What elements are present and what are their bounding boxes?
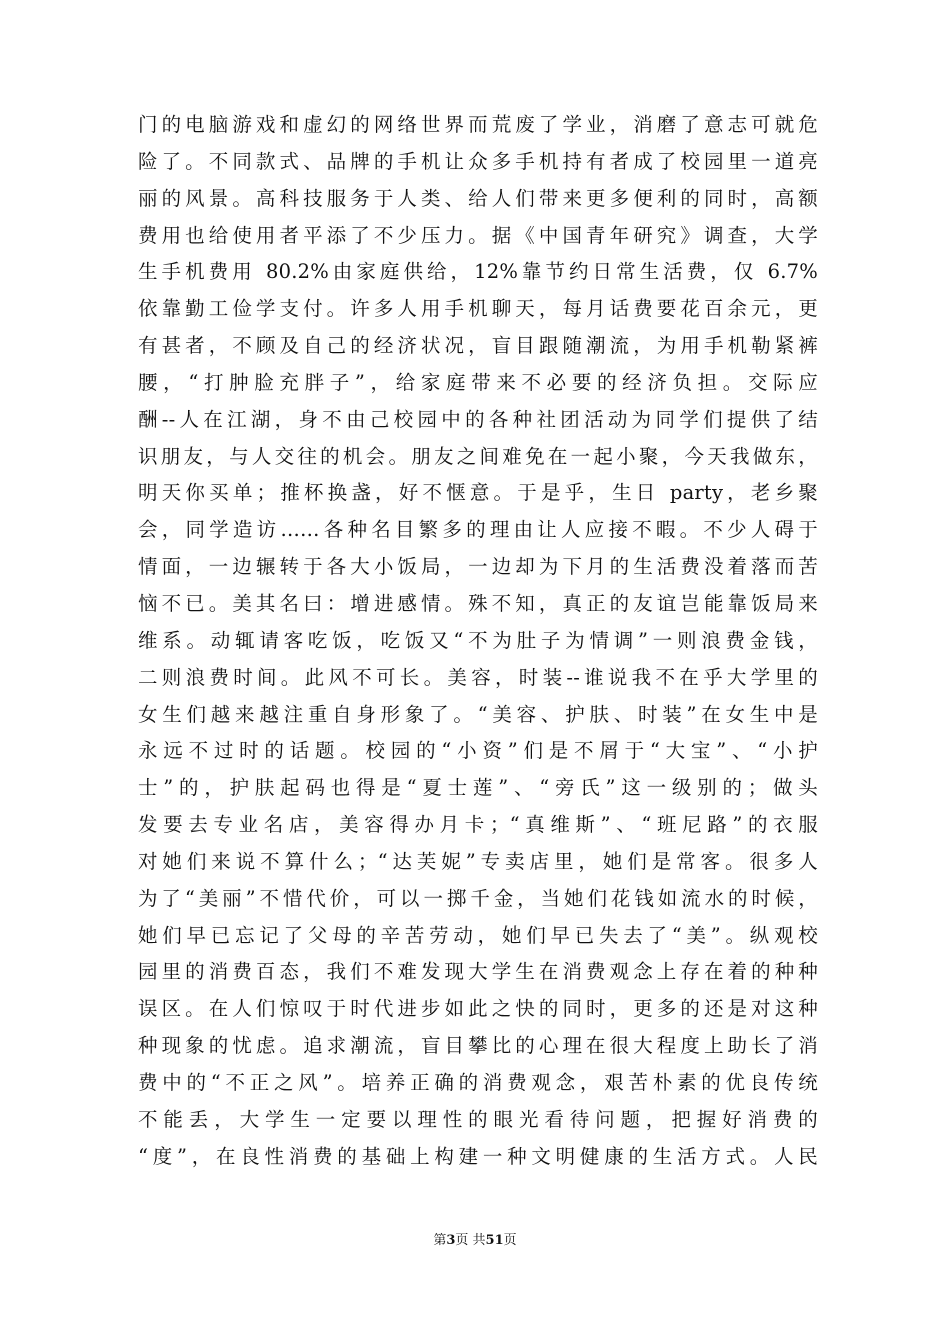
text-line: 园里的消费百态，我们不难发现大学生在消费观念上存在着的种种 [138, 960, 818, 984]
page-footer [0, 1232, 950, 1250]
current-page-number: 3 [446, 1233, 456, 1248]
text-line: 腰，“打肿脸充胖子”，给家庭带来不必要的经济负担。交际应 [138, 370, 818, 394]
text-line: 生手机费用 80.2%由家庭供给，12%靠节约日常生活费，仅 6.7% [138, 260, 818, 284]
text-line: 二则浪费时间。此风不可长。美容，时装--谁说我不在乎大学里的 [138, 665, 818, 689]
text-line: 永远不过时的话题。校园的“小资”们是不屑于“大宝”、“小护 [138, 739, 818, 763]
total-page-count: 51 [485, 1233, 504, 1248]
text-line: 发要去专业名店，美容得办月卡；“真维斯”、“班尼路”的衣服 [138, 813, 818, 837]
text-line: 恼不已。美其名曰：增进感情。殊不知，真正的友谊岂能靠饭局来 [138, 591, 818, 615]
text-line: 女生们越来越注重自身形象了。“美容、护肤、时装”在女生中是 [138, 702, 818, 726]
footer-middle: 页 共 [455, 1233, 486, 1248]
text-line: 会，同学造访……各种名目繁多的理由让人应接不暇。不少人碍于 [138, 518, 818, 542]
text-line: 酬--人在江湖，身不由己校园中的各种社团活动为同学们提供了结 [138, 407, 818, 431]
text-line: 丽的风景。高科技服务于人类、给人们带来更多便利的同时，高额 [138, 186, 818, 210]
text-line: 维系。动辄请客吃饭，吃饭又“不为肚子为情调”一则浪费金钱， [138, 628, 818, 652]
text-line: 依靠勤工俭学支付。许多人用手机聊天，每月话费要花百余元，更 [138, 297, 818, 321]
body-text [138, 107, 818, 1175]
text-line: 对她们来说不算什么；“达芙妮”专卖店里，她们是常客。很多人 [138, 849, 818, 873]
footer-prefix: 第 [433, 1233, 447, 1248]
text-line: 为了“美丽”不惜代价，可以一掷千金，当她们花钱如流水的时候， [138, 886, 818, 910]
text-line: 情面，一边辗转于各大小饭局，一边却为下月的生活费没着落而苦 [138, 555, 818, 579]
text-line: 她们早已忘记了父母的辛苦劳动，她们早已失去了“美”。纵观校 [138, 923, 818, 947]
text-line: 士”的，护肤起码也得是“夏士莲”、“旁氏”这一级别的；做头 [138, 776, 818, 800]
text-line: “度”，在良性消费的基础上构建一种文明健康的生活方式。人民 [138, 1144, 818, 1168]
text-line: 不能丢，大学生一定要以理性的眼光看待问题，把握好消费的 [138, 1107, 818, 1131]
footer-suffix: 页 [503, 1233, 517, 1248]
text-line: 费中的“不正之风”。培养正确的消费观念，艰苦朴素的优良传统 [138, 1070, 818, 1094]
text-line: 门的电脑游戏和虚幻的网络世界而荒废了学业，消磨了意志可就危 [138, 113, 818, 136]
text-line: 种现象的忧虑。追求潮流，盲目攀比的心理在很大程度上助长了消 [138, 1034, 818, 1058]
text-line: 有甚者，不顾及自己的经济状况，盲目跟随潮流，为用手机勒紧裤 [138, 334, 818, 358]
text-line: 误区。在人们惊叹于时代进步如此之快的同时，更多的还是对这种 [138, 997, 818, 1021]
text-line: 明天你买单；推杯换盏，好不惬意。于是乎，生日 party，老乡聚 [138, 481, 818, 505]
text-line: 识朋友，与人交往的机会。朋友之间难免在一起小聚，今天我做东， [138, 444, 818, 468]
text-line: 险了。不同款式、品牌的手机让众多手机持有者成了校园里一道亮 [138, 149, 818, 173]
text-line: 费用也给使用者平添了不少压力。据《中国青年研究》调查，大学 [138, 223, 818, 247]
